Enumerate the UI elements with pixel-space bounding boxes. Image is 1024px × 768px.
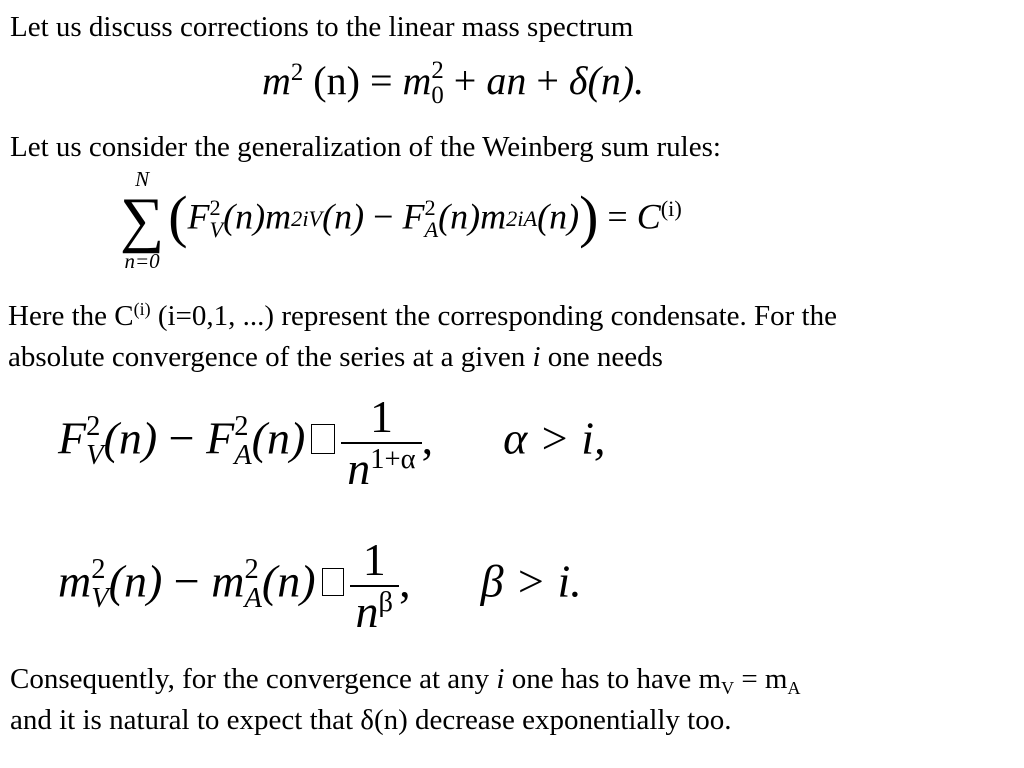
eq2-open-paren: ( bbox=[168, 184, 188, 249]
eq3-fa: F bbox=[206, 412, 235, 464]
eq1-equals: = bbox=[359, 58, 403, 103]
eq2-fa-scripts: 2 A bbox=[424, 194, 439, 242]
placeholder-glyph-box bbox=[322, 568, 344, 596]
equation-linear-spectrum bbox=[262, 56, 644, 110]
eq2-fv-scripts: 2 V bbox=[209, 194, 224, 242]
eq1-m0: m bbox=[402, 58, 432, 103]
eq2-arg1: (n) bbox=[223, 196, 266, 237]
eq1-exp: 2 bbox=[290, 59, 304, 87]
eq1-arg: (n) bbox=[313, 58, 360, 103]
eq2-condensate-index: (i) bbox=[660, 196, 682, 221]
eq3-fv: F bbox=[58, 412, 87, 464]
eq1-an: an bbox=[486, 58, 527, 103]
eq2-minus: − bbox=[364, 196, 403, 237]
eq2-fa: F bbox=[402, 196, 425, 237]
paragraph-conclusion-line2: and it is natural to expect that δ(n) decrease exponentially too. bbox=[10, 704, 732, 736]
eq2-arg2: (n) bbox=[322, 196, 365, 237]
equation-decay-f: F 2 V(n) − F 2 A(n) $\frac{1}{n^{1+\alpha}}$ , α > i, bbox=[58, 391, 606, 494]
paragraph-condensate-line2: absolute convergence of the series at a given i one needs bbox=[8, 341, 663, 373]
sum-upper-limit: N bbox=[135, 167, 150, 191]
eq1-m: m bbox=[262, 58, 291, 103]
eq2-equals: = bbox=[598, 196, 637, 237]
eq3-fraction: $\frac{1}{n^{1+\alpha}}$ bbox=[341, 392, 421, 494]
eq4-ma-scripts: 2 A bbox=[244, 554, 262, 614]
condensate-index: (i) bbox=[133, 299, 151, 320]
eq2-ma-scripts: 2iA bbox=[506, 205, 538, 231]
eq2-arg3: (n) bbox=[438, 196, 481, 237]
eq4-mv: m bbox=[58, 555, 92, 607]
eq2-close-paren: ) bbox=[579, 184, 599, 249]
eq1-m0-scripts: 2 0 bbox=[431, 56, 444, 109]
sigma-glyph: ∑ bbox=[120, 186, 165, 254]
eq3-condition: α > i, bbox=[503, 412, 606, 464]
eq4-mv-scripts: 2 V bbox=[91, 554, 109, 614]
equation-decay-m: m 2 V(n) − m 2 A(n) $\frac{1}{n^\beta}$ , β > i. bbox=[58, 534, 582, 637]
intro-line: Let us discuss corrections to the linear mass spectrum bbox=[10, 11, 634, 43]
eq2-fv: F bbox=[187, 196, 210, 237]
eq4-fraction: $\frac{1}{n^\beta}$ bbox=[350, 535, 400, 637]
eq1-plus-2: + bbox=[526, 58, 569, 103]
eq2-condensate: C bbox=[636, 196, 661, 237]
sum-symbol bbox=[120, 168, 164, 272]
eq2-ma: m bbox=[480, 196, 507, 237]
eq1-plus: + bbox=[443, 58, 487, 103]
equation-weinberg-sum-rules bbox=[120, 168, 682, 272]
placeholder-glyph-box bbox=[311, 424, 335, 454]
sumrule-intro: Let us consider the generalization of the Weinberg sum rules: bbox=[10, 131, 721, 163]
eq2-mv-scripts: 2iV bbox=[291, 205, 323, 231]
eq2-mv: m bbox=[265, 196, 292, 237]
eq2-arg4: (n) bbox=[537, 196, 580, 237]
eq1-delta: δ(n). bbox=[568, 58, 645, 103]
eq4-ma: m bbox=[211, 555, 245, 607]
eq3-fa-scripts: 2 A bbox=[234, 411, 252, 471]
sum-lower-limit: n=0 bbox=[124, 249, 160, 273]
paragraph-condensate-line1: Here the $C^{(i)}$ (i=0,1, ...) represent the corresponding condensate. For the bbox=[8, 299, 837, 332]
eq3-fv-scripts: 2 V bbox=[86, 411, 104, 471]
paragraph-conclusion-line1: Consequently, for the convergence at any i one has to have $m_V = m_A$ bbox=[10, 663, 801, 699]
eq4-condition: β > i. bbox=[480, 555, 582, 607]
